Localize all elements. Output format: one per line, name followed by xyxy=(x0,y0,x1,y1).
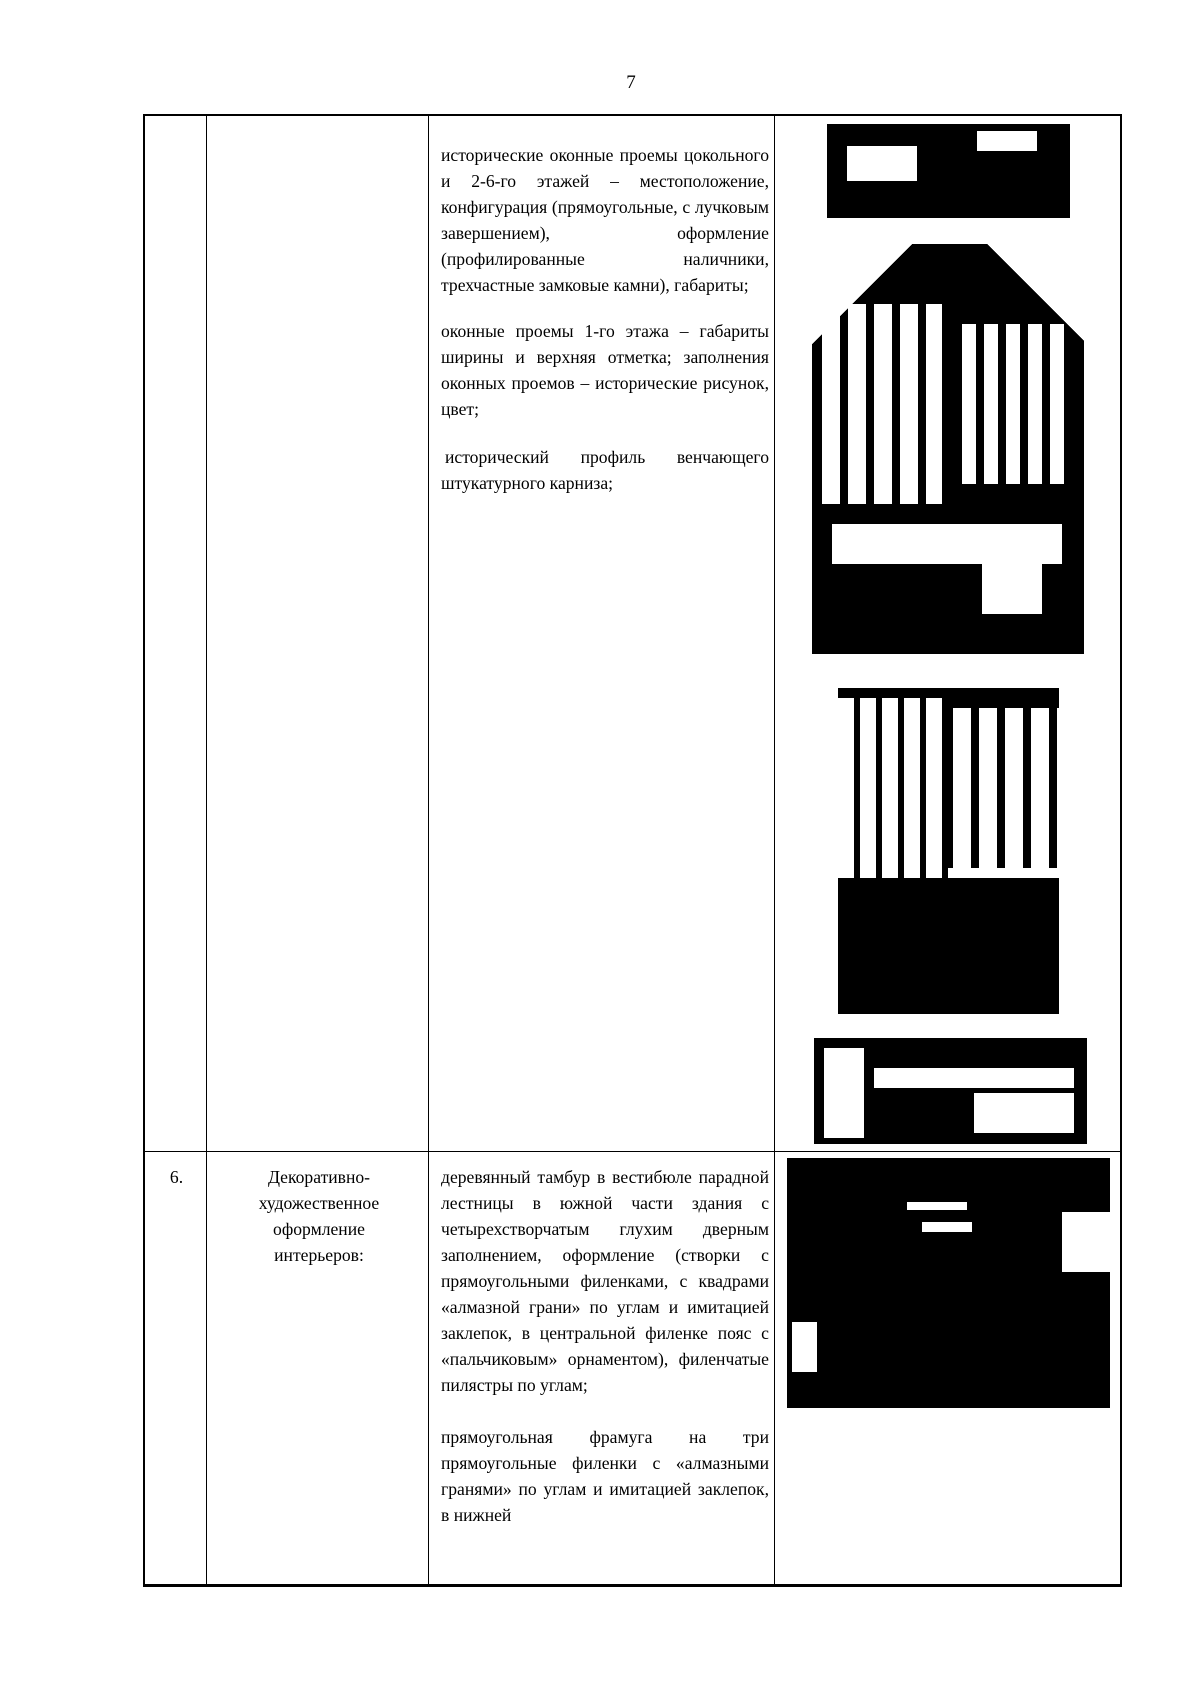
column-divider xyxy=(774,116,775,1584)
paragraph: исторические оконные проемы цокольного и 2-6-го этажей – местоположение, конфигурация (прямоугольные, с лучковым завершением), оформление (профилированные наличники, трехчастные замковые камни), габариты; xyxy=(441,145,769,295)
continued-row-description xyxy=(441,142,769,496)
paragraph: прямоугольная фрамуга на три прямоугольные филенки с «алмазными гранями» по углам и имитацией заклепок, в нижней xyxy=(441,1427,769,1525)
building-photo-courtyard-lower xyxy=(827,116,1070,218)
protected-elements-table xyxy=(143,114,1122,1587)
paragraph: оконные проемы 1-го этажа – габариты ширины и верхняя отметка; заполнения оконных проемов – исторические рисунок, цвет; xyxy=(441,321,769,419)
column-divider xyxy=(206,116,207,1584)
building-photo-window-detail xyxy=(814,1038,1087,1144)
row-number: 6. xyxy=(169,1167,184,1187)
row-category: Декоративно-художественное оформление интерьеров: xyxy=(258,1167,380,1265)
interior-photo-vestibule xyxy=(787,1152,1110,1408)
building-photo-courtyard-facade xyxy=(838,678,1059,1014)
column-divider xyxy=(428,116,429,1584)
paragraph: деревянный тамбур в вестибюле парадной лестницы в южной части здания с четырехстворчатым глухим дверным заполнением, оформление (створки с прямоугольными филенками, с квадрами «алмазной грани» по углам и имитацией заклепок, в центральной филенке пояс с «пальчиковым» орнаментом), филенчатые пилястры по углам; xyxy=(441,1167,769,1395)
page-number: 7 xyxy=(626,72,636,93)
paragraph: исторический профиль венчающего штукатурного карниза; xyxy=(441,447,769,493)
row-6-description xyxy=(441,1164,769,1528)
building-photo-courtyard-corner xyxy=(812,244,1084,654)
